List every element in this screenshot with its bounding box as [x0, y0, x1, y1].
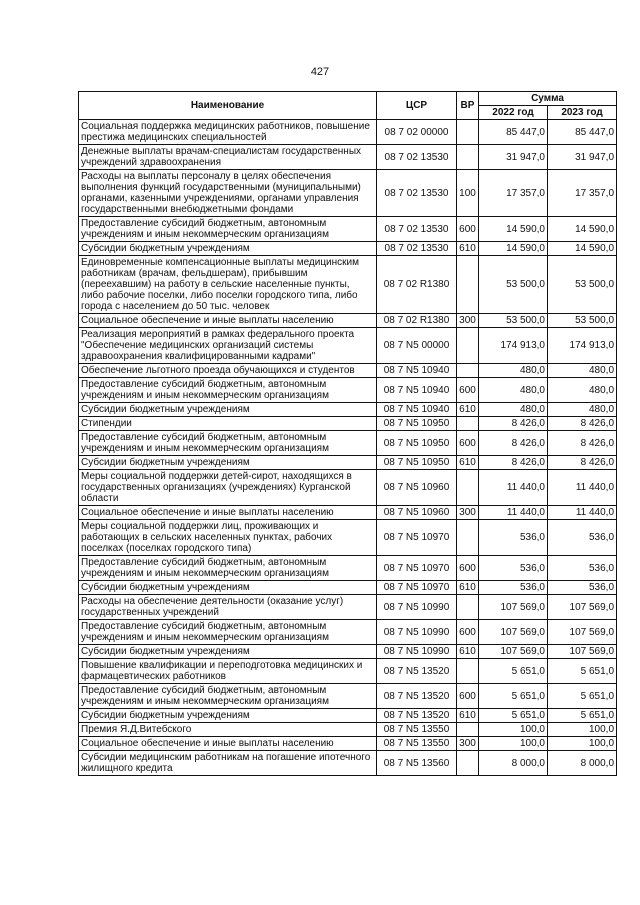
table-row	[79, 378, 617, 403]
sum-2022-cell: 17 357,0	[479, 170, 548, 217]
table-row	[79, 217, 617, 242]
name-cell: Предоставление субсидий бюджетным, автономным учреждениям и иным некоммерческим организациям	[79, 378, 377, 403]
sum-2023-cell: 11 440,0	[548, 470, 617, 506]
name-cell: Единовременные компенсационные выплаты медицинским работникам (врачам, фельдшерам), прибывшим (переехавшим) на работу в сельские населенные пункты, либо рабочие поселки, либо поселки городского типа, либо города с населением до 50 тыс. человек	[79, 256, 377, 314]
table-row	[79, 709, 617, 723]
csr-cell: 08 7 N5 10950	[377, 456, 457, 470]
sum-2022-cell: 5 651,0	[479, 659, 548, 684]
name-cell: Денежные выплаты врачам-специалистам государственных учреждений здравоохранения	[79, 145, 377, 170]
vr-cell: 300	[457, 737, 479, 751]
page-number: 427	[310, 66, 330, 78]
vr-cell: 600	[457, 431, 479, 456]
sum-2022-cell: 53 500,0	[479, 314, 548, 328]
csr-cell: 08 7 N5 10950	[377, 417, 457, 431]
name-cell: Субсидии бюджетным учреждениям	[79, 709, 377, 723]
csr-cell: 08 7 N5 10970	[377, 520, 457, 556]
sum-2022-cell: 8 000,0	[479, 751, 548, 776]
table-row	[79, 506, 617, 520]
csr-cell: 08 7 N5 10940	[377, 378, 457, 403]
name-cell: Субсидии бюджетным учреждениям	[79, 242, 377, 256]
sum-2022-cell: 53 500,0	[479, 256, 548, 314]
vr-cell	[457, 659, 479, 684]
csr-cell: 08 7 N5 13520	[377, 684, 457, 709]
table-row	[79, 470, 617, 506]
table-row	[79, 242, 617, 256]
name-cell: Предоставление субсидий бюджетным, автономным учреждениям и иным некоммерческим организациям	[79, 431, 377, 456]
sum-2022-cell: 5 651,0	[479, 709, 548, 723]
sum-2023-cell: 536,0	[548, 556, 617, 581]
table-body	[79, 120, 617, 776]
table-row	[79, 314, 617, 328]
header-csr: ЦСР	[377, 92, 457, 120]
table-row	[79, 170, 617, 217]
sum-2023-cell: 14 590,0	[548, 217, 617, 242]
csr-cell: 08 7 N5 00000	[377, 328, 457, 364]
sum-2023-cell: 8 426,0	[548, 456, 617, 470]
sum-2022-cell: 174 913,0	[479, 328, 548, 364]
name-cell: Субсидии медицинским работникам на погашение ипотечного жилищного кредита	[79, 751, 377, 776]
table-row	[79, 684, 617, 709]
sum-2023-cell: 11 440,0	[548, 506, 617, 520]
csr-cell: 08 7 N5 10940	[377, 403, 457, 417]
sum-2023-cell: 8 426,0	[548, 417, 617, 431]
vr-cell	[457, 417, 479, 431]
vr-cell: 610	[457, 456, 479, 470]
sum-2023-cell: 5 651,0	[548, 684, 617, 709]
sum-2023-cell: 85 447,0	[548, 120, 617, 145]
table-row	[79, 120, 617, 145]
sum-2023-cell: 107 569,0	[548, 595, 617, 620]
vr-cell: 100	[457, 170, 479, 217]
vr-cell: 300	[457, 314, 479, 328]
sum-2022-cell: 107 569,0	[479, 645, 548, 659]
sum-2023-cell: 17 357,0	[548, 170, 617, 217]
name-cell: Социальное обеспечение и иные выплаты населению	[79, 506, 377, 520]
vr-cell: 610	[457, 645, 479, 659]
csr-cell: 08 7 N5 10990	[377, 645, 457, 659]
csr-cell: 08 7 N5 10970	[377, 581, 457, 595]
csr-cell: 08 7 N5 10960	[377, 506, 457, 520]
table-row	[79, 620, 617, 645]
sum-2022-cell: 5 651,0	[479, 684, 548, 709]
name-cell: Субсидии бюджетным учреждениям	[79, 645, 377, 659]
csr-cell: 08 7 02 00000	[377, 120, 457, 145]
vr-cell	[457, 364, 479, 378]
sum-2022-cell: 100,0	[479, 723, 548, 737]
vr-cell: 610	[457, 581, 479, 595]
sum-2023-cell: 8 000,0	[548, 751, 617, 776]
csr-cell: 08 7 N5 13560	[377, 751, 457, 776]
name-cell: Социальная поддержка медицинских работников, повышение престижа медицинских специальностей	[79, 120, 377, 145]
csr-cell: 08 7 N5 10940	[377, 364, 457, 378]
name-cell: Субсидии бюджетным учреждениям	[79, 581, 377, 595]
csr-cell: 08 7 N5 10990	[377, 595, 457, 620]
name-cell: Обеспечение льготного проезда обучающихся и студентов	[79, 364, 377, 378]
sum-2022-cell: 11 440,0	[479, 470, 548, 506]
table-row	[79, 659, 617, 684]
name-cell: Повышение квалификации и переподготовка медицинских и фармацевтических работников	[79, 659, 377, 684]
sum-2023-cell: 100,0	[548, 723, 617, 737]
csr-cell: 08 7 N5 13550	[377, 723, 457, 737]
sum-2022-cell: 536,0	[479, 556, 548, 581]
sum-2023-cell: 5 651,0	[548, 659, 617, 684]
sum-2023-cell: 536,0	[548, 581, 617, 595]
sum-2022-cell: 536,0	[479, 520, 548, 556]
sum-2023-cell: 174 913,0	[548, 328, 617, 364]
name-cell: Премия Я.Д.Витебского	[79, 723, 377, 737]
csr-cell: 08 7 02 13530	[377, 242, 457, 256]
table-row	[79, 417, 617, 431]
vr-cell	[457, 520, 479, 556]
name-cell: Расходы на выплаты персоналу в целях обеспечения выполнения функций государственными (муниципальными) органами, казенными учреждениями, органами управления государственными внебюджетными фондами	[79, 170, 377, 217]
csr-cell: 08 7 N5 13520	[377, 659, 457, 684]
table-row	[79, 520, 617, 556]
csr-cell: 08 7 02 R1380	[377, 314, 457, 328]
name-cell: Реализация мероприятий в рамках федерального проекта "Обеспечение медицинских организаций системы здравоохранения квалифицированными кадрами"	[79, 328, 377, 364]
sum-2023-cell: 53 500,0	[548, 314, 617, 328]
vr-cell: 610	[457, 709, 479, 723]
name-cell: Меры социальной поддержки лиц, проживающих и работающих в сельских населенных пунктах, рабочих поселках (поселках городского типа)	[79, 520, 377, 556]
vr-cell: 610	[457, 242, 479, 256]
vr-cell: 300	[457, 506, 479, 520]
name-cell: Меры социальной поддержки детей-сирот, находящихся в государственных организациях (учреждениях) Курганской области	[79, 470, 377, 506]
name-cell: Предоставление субсидий бюджетным, автономным учреждениям и иным некоммерческим организациям	[79, 620, 377, 645]
csr-cell: 08 7 N5 10950	[377, 431, 457, 456]
header-sum: Сумма	[479, 92, 617, 106]
name-cell: Субсидии бюджетным учреждениям	[79, 403, 377, 417]
sum-2023-cell: 480,0	[548, 364, 617, 378]
sum-2023-cell: 536,0	[548, 520, 617, 556]
table-row	[79, 751, 617, 776]
csr-cell: 08 7 N5 10990	[377, 620, 457, 645]
vr-cell: 610	[457, 403, 479, 417]
sum-2022-cell: 100,0	[479, 737, 548, 751]
vr-cell: 600	[457, 620, 479, 645]
table-row	[79, 403, 617, 417]
csr-cell: 08 7 02 13530	[377, 145, 457, 170]
csr-cell: 08 7 N5 10970	[377, 556, 457, 581]
vr-cell: 600	[457, 556, 479, 581]
budget-table	[78, 91, 617, 776]
table-row	[79, 723, 617, 737]
name-cell: Стипендии	[79, 417, 377, 431]
sum-2022-cell: 8 426,0	[479, 417, 548, 431]
sum-2022-cell: 480,0	[479, 403, 548, 417]
csr-cell: 08 7 N5 13550	[377, 737, 457, 751]
table-row	[79, 581, 617, 595]
table-row	[79, 364, 617, 378]
sum-2023-cell: 8 426,0	[548, 431, 617, 456]
table-row	[79, 737, 617, 751]
name-cell: Субсидии бюджетным учреждениям	[79, 456, 377, 470]
table-row	[79, 595, 617, 620]
header-year-2022: 2022 год	[479, 106, 548, 120]
sum-2023-cell: 100,0	[548, 737, 617, 751]
name-cell: Предоставление субсидий бюджетным, автономным учреждениям и иным некоммерческим организациям	[79, 556, 377, 581]
header-year-2023: 2023 год	[548, 106, 617, 120]
table-row	[79, 328, 617, 364]
name-cell: Социальное обеспечение и иные выплаты населению	[79, 314, 377, 328]
vr-cell	[457, 595, 479, 620]
sum-2023-cell: 107 569,0	[548, 620, 617, 645]
table-row	[79, 456, 617, 470]
sum-2022-cell: 14 590,0	[479, 242, 548, 256]
name-cell: Социальное обеспечение и иные выплаты населению	[79, 737, 377, 751]
sum-2023-cell: 31 947,0	[548, 145, 617, 170]
sum-2023-cell: 53 500,0	[548, 256, 617, 314]
table-row	[79, 556, 617, 581]
sum-2022-cell: 8 426,0	[479, 431, 548, 456]
sum-2022-cell: 107 569,0	[479, 595, 548, 620]
sum-2023-cell: 480,0	[548, 403, 617, 417]
sum-2022-cell: 11 440,0	[479, 506, 548, 520]
vr-cell	[457, 256, 479, 314]
csr-cell: 08 7 N5 13520	[377, 709, 457, 723]
vr-cell: 600	[457, 684, 479, 709]
sum-2022-cell: 8 426,0	[479, 456, 548, 470]
sum-2022-cell: 85 447,0	[479, 120, 548, 145]
sum-2022-cell: 480,0	[479, 364, 548, 378]
vr-cell	[457, 751, 479, 776]
sum-2022-cell: 107 569,0	[479, 620, 548, 645]
vr-cell	[457, 328, 479, 364]
vr-cell	[457, 723, 479, 737]
vr-cell	[457, 470, 479, 506]
csr-cell: 08 7 02 13530	[377, 217, 457, 242]
vr-cell: 600	[457, 378, 479, 403]
csr-cell: 08 7 02 13530	[377, 170, 457, 217]
sum-2023-cell: 480,0	[548, 378, 617, 403]
csr-cell: 08 7 02 R1380	[377, 256, 457, 314]
header-name: Наименование	[79, 92, 377, 120]
sum-2022-cell: 14 590,0	[479, 217, 548, 242]
vr-cell: 600	[457, 217, 479, 242]
table-row	[79, 645, 617, 659]
sum-2022-cell: 536,0	[479, 581, 548, 595]
sum-2023-cell: 14 590,0	[548, 242, 617, 256]
table-row	[79, 256, 617, 314]
vr-cell	[457, 145, 479, 170]
name-cell: Расходы на обеспечение деятельности (оказание услуг) государственных учреждений	[79, 595, 377, 620]
table-row	[79, 431, 617, 456]
vr-cell	[457, 120, 479, 145]
csr-cell: 08 7 N5 10960	[377, 470, 457, 506]
sum-2023-cell: 5 651,0	[548, 709, 617, 723]
table-header	[79, 92, 617, 120]
name-cell: Предоставление субсидий бюджетным, автономным учреждениям и иным некоммерческим организациям	[79, 684, 377, 709]
name-cell: Предоставление субсидий бюджетным, автономным учреждениям и иным некоммерческим организациям	[79, 217, 377, 242]
sum-2022-cell: 480,0	[479, 378, 548, 403]
table-row	[79, 145, 617, 170]
header-vr: ВР	[457, 92, 479, 120]
sum-2022-cell: 31 947,0	[479, 145, 548, 170]
sum-2023-cell: 107 569,0	[548, 645, 617, 659]
